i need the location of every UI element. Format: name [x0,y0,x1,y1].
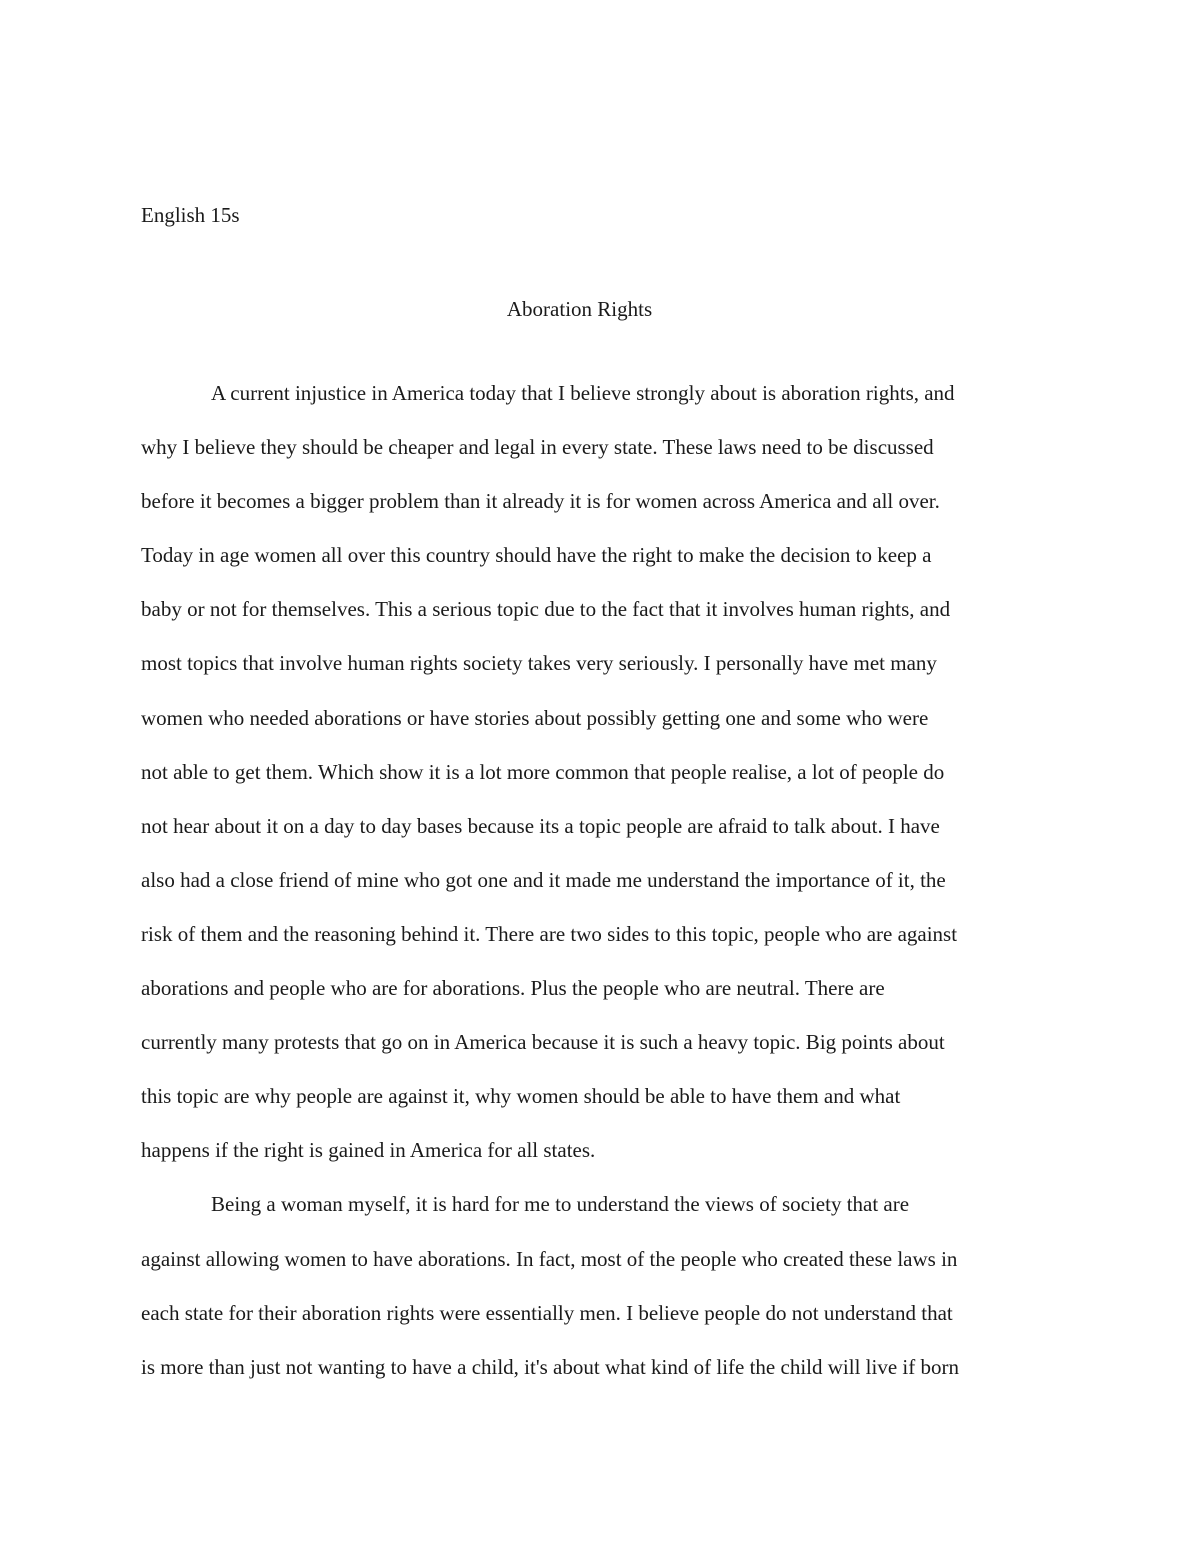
body-line: also had a close friend of mine who got one and it made me understand the importance of it, the [141,867,946,892]
course-name: English 15s [141,203,240,227]
body-line: against allowing women to have aborations. In fact, most of the people who created these laws in [141,1246,958,1271]
body-line: baby or not for themselves. This a serious topic due to the fact that it involves human rights, and [141,597,951,622]
body-line: risk of them and the reasoning behind it. There are two sides to this topic, people who are against [141,921,958,946]
body-line: currently many protests that go on in America because it is such a heavy topic. Big points about [141,1030,945,1055]
body-line: before it becomes a bigger problem than it already it is for women across America and all over. [141,489,940,514]
body-line: why I believe they should be cheaper and legal in every state. These laws need to be discussed [141,435,934,460]
body-line: this topic are why people are against it, why women should be able to have them and what [141,1084,901,1109]
essay-title: Aboration Rights [506,297,653,321]
body-line: happens if the right is gained in America for all states. [141,1138,596,1163]
body-line: most topics that involve human rights society takes very seriously. I personally have met many [141,651,937,676]
body-line: each state for their aboration rights were essentially men. I believe people do not understand that [141,1300,953,1325]
essay-body [141,378,1071,1406]
body-line: Being a woman myself, it is hard for me to understand the views of society that are [211,1192,910,1217]
body-line: not hear about it on a day to day bases because its a topic people are afraid to talk about. I have [141,813,940,838]
body-line: women who needed aborations or have stories about possibly getting one and some who were [141,705,929,730]
body-line: aborations and people who are for aborations. Plus the people who are neutral. There are [141,976,885,1001]
body-line: is more than just not wanting to have a child, it's about what kind of life the child will live if born [141,1354,959,1379]
body-line: A current injustice in America today that I believe strongly about is aboration rights, and [211,381,955,405]
body-line: Today in age women all over this country should have the right to make the decision to keep a [141,543,932,568]
body-line: not able to get them. Which show it is a lot more common that people realise, a lot of people do [141,759,945,784]
